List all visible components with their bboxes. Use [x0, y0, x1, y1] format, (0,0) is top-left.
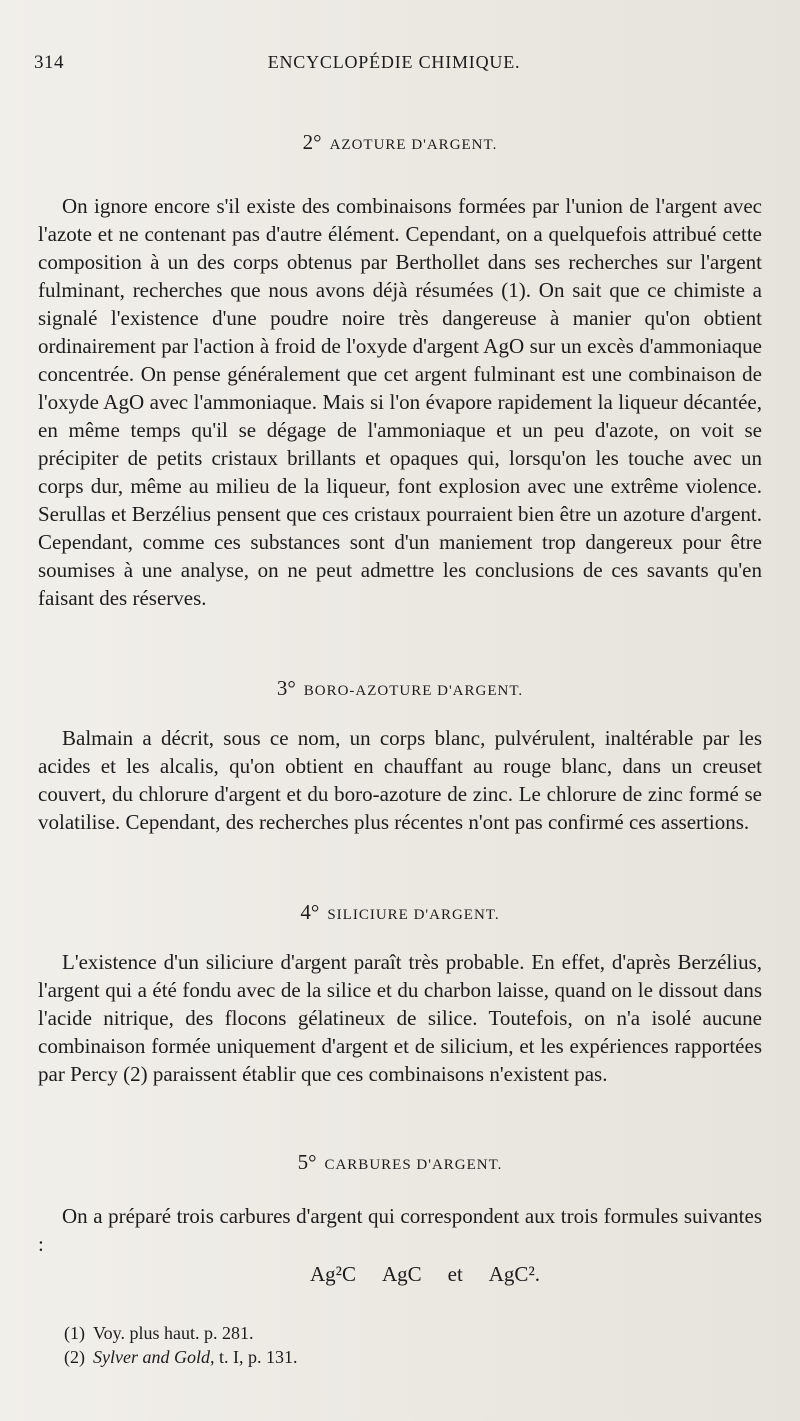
section-heading-azoture — [40, 130, 760, 155]
formula-agc2: AgC². — [488, 1262, 540, 1286]
paragraph-siliciure: L'existence d'un siliciure d'argent paraît très probable. En effet, d'après Berzélius, l'argent qui a été fondu avec de la silice et du charbon laisse, quand on le dissout dans l'acide nitrique, des flocons gélatineux de silice. Toutefois, on n'a isolé aucune combinaison formée uniquement d'argent et de silicium, et les expériences rapportées par Percy (2) paraissent établir que ces combinaisons n'existent pas. — [38, 950, 762, 1086]
page-header — [34, 52, 754, 82]
section-number: 3° — [276, 676, 296, 700]
formula-joiner: et — [447, 1262, 463, 1286]
running-title: ENCYCLOPÉDIE CHIMIQUE. — [267, 52, 521, 72]
paragraph-carbures: On a préparé trois carbures d'argent qui correspondent aux trois formules suivantes : — [38, 1204, 762, 1256]
footnote-2 — [64, 1346, 564, 1368]
section-heading-boro-azoture — [40, 676, 760, 701]
section-number: 4° — [300, 900, 320, 924]
formula-agc: AgC — [381, 1262, 422, 1286]
section-heading-carbures — [40, 1150, 760, 1175]
footnote-marker: (1) — [64, 1323, 85, 1343]
paragraph-boro-azoture: Balmain a décrit, sous ce nom, un corps blanc, pulvérulent, inaltérable par les acides et les alcalis, qu'on obtient en chauffant au rouge blanc, dans un creuset couvert, du chlorure d'argent et du boro-azoture de zinc. Le chlorure de zinc formé se volatilise. Cependant, des recherches plus récentes n'ont pas confirmé ces assertions. — [38, 726, 762, 834]
footnote-marker: (2) — [64, 1347, 85, 1367]
section-title: AZOTURE D'ARGENT. — [329, 137, 498, 153]
section-number: 5° — [297, 1150, 317, 1174]
section-title: CARBURES D'ARGENT. — [324, 1157, 503, 1173]
formula-ag2c: Ag²C — [310, 1262, 356, 1286]
section-heading-siliciure — [40, 900, 760, 925]
section-title: SILICIURE D'ARGENT. — [327, 907, 500, 923]
section-number: 2° — [302, 130, 322, 154]
footnotes — [64, 1322, 564, 1370]
section-title: BORO-AZOTURE D'ARGENT. — [303, 683, 524, 699]
footnote-text: t. I, p. 131. — [214, 1347, 298, 1367]
footnote-source-title: Sylver and Gold, — [93, 1347, 215, 1367]
footnote-1 — [64, 1322, 564, 1344]
carbide-formulas — [310, 1260, 540, 1288]
footnote-text: Voy. plus haut. p. 281. — [93, 1323, 254, 1343]
paragraph-azoture: On ignore encore s'il existe des combinaisons formées par l'union de l'argent avec l'azote et ne contenant pas d'autre élément. Cependant, on a quelquefois attribué cette composition à un des corps obtenus par Berthollet dans ses recherches sur l'argent fulminant, recherches que nous avons déjà résumées (1). On sait que ce chimiste a signalé l'existence d'une poudre noire très dangereuse à manier qu'on obtient ordinairement par l'action à froid de l'oxyde d'argent AgO sur un excès d'ammoniaque concentrée. On pense généralement que cet argent fulminant est une combinaison de l'oxyde AgO avec l'ammoniaque. Mais si l'on évapore rapidement la liqueur décantée, en même temps qu'il se dégage de l'ammoniaque et un peu d'azote, on voit se précipiter de petits cristaux brillants et opaques qui, lorsqu'on les touche avec un corps dur, même au milieu de la liqueur, font explosion avec une extrême violence. Serullas et Berzélius pensent que ces cristaux pourraient bien être un azoture d'argent. Cependant, comme ces substances sont d'un maniement trop dangereux pour être soumises à une analyse, on ne peut admettre les conclusions de ces savants qu'en faisant des réserves. — [38, 194, 762, 610]
page-number: 314 — [34, 52, 64, 73]
